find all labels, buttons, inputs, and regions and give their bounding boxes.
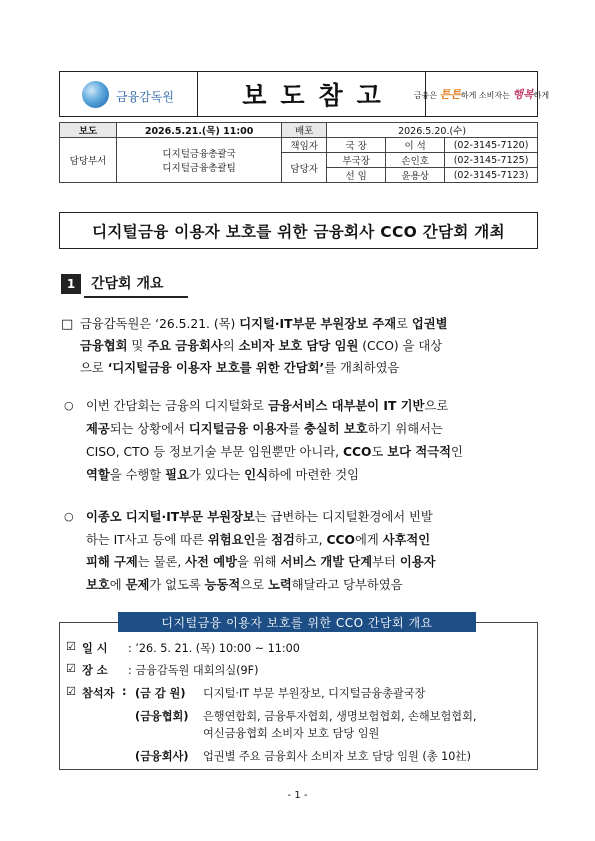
text-run: 으로 bbox=[424, 399, 449, 413]
text-run: 및 bbox=[127, 339, 148, 353]
emphasis-run: 제공 bbox=[86, 422, 110, 436]
checkbox-icon: ☑ bbox=[66, 685, 77, 698]
person-role: 선 임 bbox=[327, 168, 386, 183]
checkbox-icon: ☑ bbox=[66, 640, 77, 653]
text-run: 에게 bbox=[354, 532, 383, 547]
text-run: 하에 마련한 것임 bbox=[267, 468, 359, 482]
place-label: 장 소 bbox=[82, 664, 108, 677]
group-label: (금융협회) bbox=[135, 710, 189, 723]
text-line bbox=[80, 316, 448, 332]
emphasis-run: 디지털·IT부문 부원장보 주재 bbox=[239, 317, 397, 331]
emphasis-run: 점검 bbox=[271, 532, 295, 547]
text-run: 을 수행할 bbox=[109, 468, 166, 482]
text-run: 을 bbox=[255, 532, 272, 547]
date-label: 일 시 bbox=[82, 642, 108, 655]
checkbox-icon: ☑ bbox=[66, 662, 77, 675]
circle-bullet-icon: ○ bbox=[64, 510, 74, 523]
group-line: 여신금융협회 소비자 보호 담당 임원 bbox=[203, 727, 380, 740]
emphasis-run: CCO bbox=[342, 445, 372, 459]
overview-title: 디지털금융 이용자 보호를 위한 CCO 간담회 개요 bbox=[118, 612, 476, 632]
text-run: 는 급변하는 디지털환경에서 빈발 bbox=[254, 510, 433, 524]
text-line bbox=[86, 554, 435, 570]
text-run: CISO, CTO 등 정보기술 부문 임원뿐만 아니라, bbox=[86, 445, 343, 459]
text-line bbox=[86, 467, 359, 483]
section-underline bbox=[84, 296, 188, 298]
emphasis-run: CCO bbox=[326, 532, 355, 547]
emphasis-run: 노력 bbox=[267, 577, 292, 592]
doc-type-cell bbox=[198, 72, 426, 116]
person-role: 국 장 bbox=[327, 138, 386, 153]
text-line bbox=[86, 509, 433, 525]
person-name: 손인호 bbox=[386, 153, 445, 168]
emphasis-run: 디지털금융 이용자 bbox=[188, 422, 289, 436]
group-label: (금융회사) bbox=[135, 750, 189, 763]
emphasis-run: 피해 구제 bbox=[86, 555, 138, 569]
attendee-label: 참석자 bbox=[82, 687, 115, 700]
person-phone: (02-3145-7125) bbox=[445, 153, 538, 168]
page-number: - 1 - bbox=[287, 790, 308, 801]
text-line bbox=[86, 421, 443, 437]
slogan-mid: 하게 소비자는 bbox=[460, 91, 510, 100]
emphasis-run: 사전 예방 bbox=[185, 555, 237, 569]
emphasis-run: 이종오 디지털·IT부문 부원장보 bbox=[86, 510, 255, 524]
emphasis-run: 금융협회 bbox=[80, 339, 128, 353]
place-value: : 금융감독원 대회의실(9F) bbox=[128, 664, 259, 677]
emphasis-run: 사후적인 bbox=[382, 532, 431, 547]
main-title: 디지털금융 이용자 보호를 위한 금융회사 CCO 간담회 개최 bbox=[59, 212, 538, 249]
logo-cell bbox=[60, 72, 198, 116]
person-role: 부국장 bbox=[327, 153, 386, 168]
group-label: (금 감 원) bbox=[135, 687, 186, 700]
slogan bbox=[414, 86, 549, 102]
release-label: 보도 bbox=[60, 123, 117, 138]
text-run: 으로 bbox=[240, 577, 268, 592]
release-info-table bbox=[59, 122, 538, 183]
text-run: 를 개최하였음 bbox=[324, 361, 400, 375]
dept-names bbox=[117, 138, 282, 183]
emphasis-run: 인식 bbox=[244, 468, 268, 482]
text-run: 부터 bbox=[372, 555, 400, 569]
chief-label: 책임자 bbox=[282, 138, 327, 153]
emphasis-run: 주요 금융회사 bbox=[147, 339, 223, 353]
text-run: 을 위해 bbox=[236, 555, 281, 569]
emphasis-run: 업권별 bbox=[411, 317, 448, 331]
group-line: 은행연합회, 금융투자협회, 생명보험협회, 손해보험협회, bbox=[203, 710, 477, 723]
text-run: (CCO) 을 대상 bbox=[358, 339, 443, 353]
text-run: 는 물론, bbox=[137, 555, 186, 569]
text-run: 를 bbox=[288, 422, 304, 436]
text-run: 도 bbox=[371, 445, 388, 459]
emphasis-run: 능동적 bbox=[204, 577, 241, 592]
emphasis-run: 서비스 개발 단계 bbox=[280, 555, 373, 569]
slogan-pre: 금융은 bbox=[413, 91, 438, 100]
text-line bbox=[80, 338, 442, 354]
text-run: 금융감독원은 ‘26.5.21. (목) bbox=[80, 317, 240, 331]
dept-label: 담당부서 bbox=[60, 138, 117, 183]
press-header bbox=[59, 71, 550, 117]
doc-type: 보도참고 bbox=[242, 81, 395, 110]
text-run: 으로 bbox=[80, 361, 108, 375]
slogan-word-1: 튼튼 bbox=[439, 88, 461, 101]
person-phone: (02-3145-7123) bbox=[445, 168, 538, 183]
person-name: 이 석 bbox=[386, 138, 445, 153]
text-run: 인 bbox=[450, 445, 463, 459]
emphasis-run: 필요 bbox=[165, 468, 189, 482]
emphasis-run: 보호 bbox=[86, 577, 110, 592]
text-line bbox=[80, 360, 399, 376]
emphasis-run: 충실히 보호 bbox=[303, 422, 368, 436]
text-line bbox=[86, 577, 403, 593]
emphasis-run: 역할 bbox=[86, 468, 110, 482]
distrib-label: 배포 bbox=[282, 123, 327, 138]
text-run: 해달라고 당부하였음 bbox=[291, 577, 403, 592]
text-run: 가 없도록 bbox=[149, 577, 205, 592]
text-run: 하기 위해서는 bbox=[367, 422, 443, 436]
text-run: 이번 간담회는 금융의 디지털화로 bbox=[86, 399, 268, 413]
text-line bbox=[86, 532, 430, 548]
slogan-post: 하게 bbox=[533, 91, 550, 100]
emphasis-run: 금융서비스 대부분이 IT 기반 bbox=[267, 399, 425, 413]
group-line: 디지털·IT 부문 부원장보, 디지털금융총괄국장 bbox=[203, 687, 426, 700]
fss-logo-icon bbox=[82, 81, 109, 108]
emphasis-run: 이용자 bbox=[399, 555, 436, 569]
person-phone: (02-3145-7120) bbox=[445, 138, 538, 153]
text-run: 하는 IT사고 등에 따른 bbox=[86, 532, 208, 547]
text-run: 의 bbox=[222, 339, 239, 353]
attendee-colon: : bbox=[122, 685, 127, 698]
person-name: 윤용상 bbox=[386, 168, 445, 183]
text-run: 로 bbox=[396, 317, 412, 331]
slogan-word-2: 행복 bbox=[512, 88, 534, 101]
section-number: 1 bbox=[61, 274, 81, 294]
dept-line-1: 디지털금융총괄국 bbox=[162, 149, 236, 160]
staff-label: 담당자 bbox=[282, 153, 327, 183]
text-line bbox=[86, 444, 463, 460]
release-value: 2026.5.21.(목) 11:00 bbox=[117, 123, 282, 138]
text-run: 가 있다는 bbox=[188, 468, 245, 482]
logo-text: 금융감독원 bbox=[116, 90, 174, 104]
slogan-cell bbox=[413, 72, 550, 116]
emphasis-run: ‘디지털금융 이용자 보호를 위한 간담회’ bbox=[107, 361, 325, 375]
square-bullet-icon: □ bbox=[61, 317, 74, 332]
text-line bbox=[86, 398, 448, 414]
section-title: 간담회 개요 bbox=[91, 276, 164, 292]
emphasis-run: 보다 적극적 bbox=[387, 445, 451, 459]
dept-line-2: 디지털금융총괄팀 bbox=[162, 163, 236, 174]
text-run: 하고, bbox=[294, 532, 327, 547]
emphasis-run: 소비자 보호 담당 임원 bbox=[238, 339, 359, 353]
group-line: 업권별 주요 금융회사 소비자 보호 담당 임원 (총 10社) bbox=[203, 750, 471, 763]
text-run: 에 bbox=[109, 577, 126, 592]
date-value: : ’26. 5. 21. (목) 10:00 ~ 11:00 bbox=[128, 642, 300, 655]
circle-bullet-icon: ○ bbox=[64, 399, 74, 412]
emphasis-run: 위험요인 bbox=[207, 532, 256, 547]
text-run: 되는 상황에서 bbox=[109, 422, 189, 436]
distrib-value: 2026.5.20.(수) bbox=[327, 123, 538, 138]
emphasis-run: 문제 bbox=[125, 577, 150, 592]
